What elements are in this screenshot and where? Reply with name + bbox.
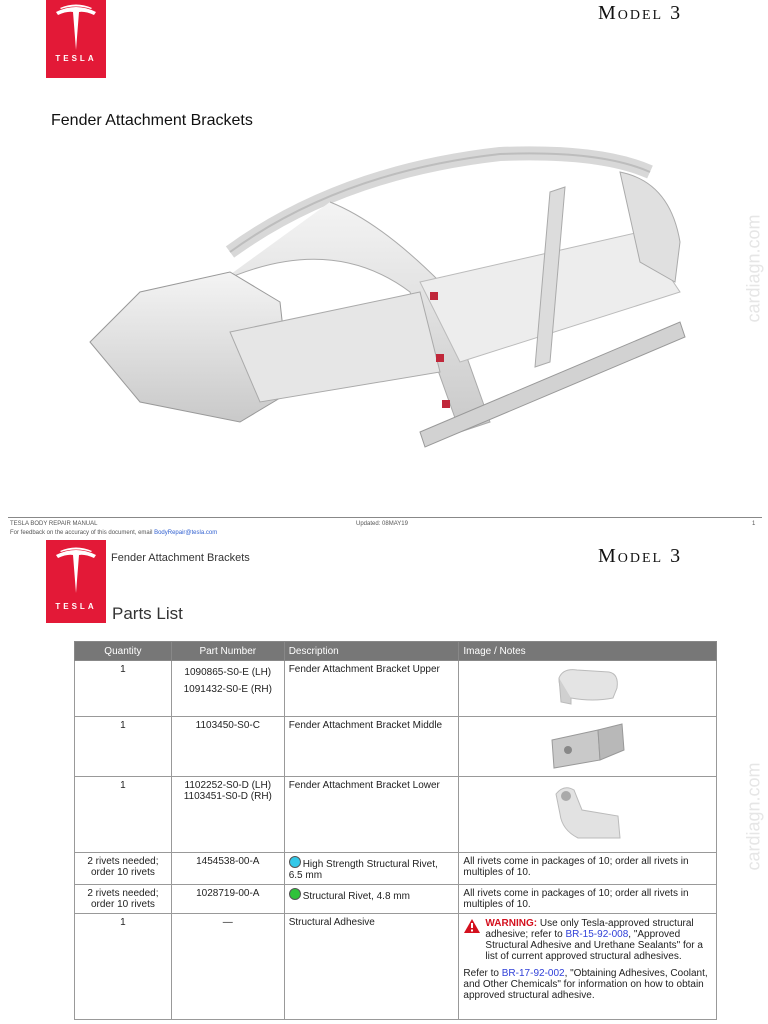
notes-cell: All rivets come in packages of 10; order all rivets in multiples of 10.: [459, 885, 717, 914]
warning-text-part1: Use only Tesla-approved structural adhesive; refer to: [485, 918, 694, 940]
rivet-color-dot: [289, 888, 301, 900]
description-text: High Strength Structural Rivet, 6.5 mm: [288, 859, 438, 881]
description-text: Structural Rivet, 4.8 mm: [302, 891, 410, 902]
description-cell: [284, 853, 459, 885]
tesla-logo-page2: [46, 540, 106, 623]
warning-label: WARNING:: [485, 918, 538, 929]
header-image-notes: Image / Notes: [459, 642, 717, 661]
description-cell: Fender Attachment Bracket Upper: [284, 661, 459, 717]
tesla-logo: [46, 0, 106, 78]
part-number-cell: 1028719-00-A: [171, 885, 284, 914]
header-description: Description: [284, 642, 459, 661]
quantity-cell: 1: [75, 717, 172, 777]
tesla-wordmark: TESLA: [55, 54, 97, 63]
footer-divider: [8, 517, 762, 518]
car-body-illustration: [80, 132, 710, 487]
description-cell: Fender Attachment Bracket Middle: [284, 717, 459, 777]
description-cell: [284, 885, 459, 914]
refer-prefix: Refer to: [463, 968, 499, 979]
table-row: [75, 777, 717, 853]
quantity-cell: 1: [75, 914, 172, 1020]
description-cell: Fender Attachment Bracket Lower: [284, 777, 459, 853]
model-title: Model 3: [598, 2, 683, 24]
refer-text: [463, 968, 712, 1001]
body-in-white-image: [80, 132, 710, 487]
tesla-t-icon: [54, 546, 98, 596]
rivet-color-dot: [289, 856, 301, 868]
warning-block: [463, 918, 712, 962]
image-cell: [459, 717, 717, 777]
footer-feedback: [10, 530, 217, 536]
part-number-rh: 1103451-S0-D (RH): [183, 791, 272, 802]
table-row: [75, 661, 717, 717]
bracket-lower-image: [548, 780, 628, 844]
watermark: cardiagn.com: [743, 214, 764, 323]
footer-updated: Updated: 08MAY19: [356, 521, 408, 527]
bracket-upper-image: [553, 664, 623, 706]
image-cell: [459, 777, 717, 853]
footer-manual: TESLA BODY REPAIR MANUAL: [10, 521, 98, 527]
warning-text-part2: , "Approved Structural Adhesive and Urethane Sealants" for a list of current approved structural adhesives.: [485, 929, 703, 962]
table-row: [75, 853, 717, 885]
warning-text: [485, 918, 712, 962]
footer-email-link[interactable]: BodyRepair@tesla.com: [154, 530, 218, 536]
watermark: cardiagn.com: [743, 762, 764, 871]
tesla-wordmark: TESLA: [55, 602, 97, 611]
header-quantity: Quantity: [75, 642, 172, 661]
warning-icon: [463, 918, 481, 934]
footer-feedback-text: For feedback on the accuracy of this document, email: [10, 530, 153, 536]
part-number-lh: 1102252-S0-D (LH): [184, 780, 272, 791]
quantity-cell: 2 rivets needed; order 10 rivets: [75, 853, 172, 885]
refer-text-rest: , "Obtaining Adhesives, Coolant, and Other Chemicals" for information on how to obtain approved structural adhesive.: [463, 968, 708, 1001]
notes-cell: All rivets come in packages of 10; order all rivets in multiples of 10.: [459, 853, 717, 885]
part-number-rh: 1091432-S0-E (RH): [183, 684, 272, 695]
header-title: Fender Attachment Brackets: [111, 552, 250, 564]
table-row: [75, 914, 717, 1020]
section-title: Parts List: [112, 604, 183, 623]
quantity-cell: 2 rivets needed; order 10 rivets: [75, 885, 172, 914]
quantity-cell: 1: [75, 777, 172, 853]
description-cell: Structural Adhesive: [284, 914, 459, 1020]
part-number-cell: [171, 661, 284, 717]
part-number-cell: 1454538-00-A: [171, 853, 284, 885]
quantity-cell: 1: [75, 661, 172, 717]
page-number: 1: [752, 521, 756, 527]
part-number-cell: [171, 777, 284, 853]
table-row: [75, 885, 717, 914]
bracket-middle-image: [548, 720, 628, 770]
refer-reference-link[interactable]: BR-17-92-002: [501, 968, 565, 979]
header-part-number: Part Number: [171, 642, 284, 661]
image-cell: [459, 661, 717, 717]
warning-reference-link[interactable]: BR-15-92-008: [565, 929, 629, 940]
part-number-cell: 1103450-S0-C: [171, 717, 284, 777]
table-header-row: [75, 642, 717, 661]
model-title: Model 3: [598, 545, 683, 567]
part-number-lh: 1090865-S0-E (LH): [184, 667, 272, 678]
table-row: [75, 717, 717, 777]
parts-table: [74, 641, 717, 1020]
part-number-cell: —: [171, 914, 284, 1020]
page-title: Fender Attachment Brackets: [51, 112, 253, 129]
tesla-t-icon: [54, 4, 98, 52]
notes-cell: [459, 914, 717, 1020]
